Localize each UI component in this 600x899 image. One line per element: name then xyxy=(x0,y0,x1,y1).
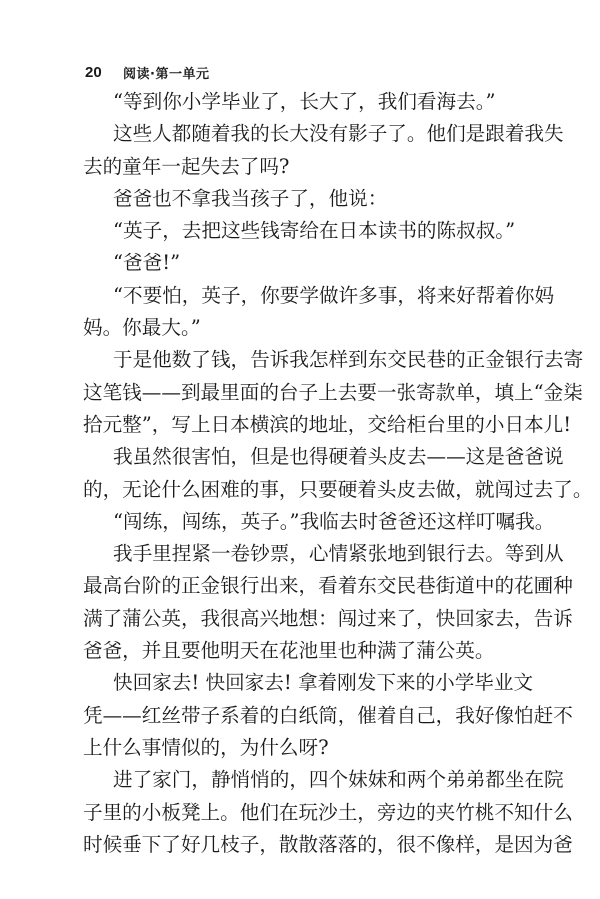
text-line: 我虽然很害怕，但是也得硬着头皮去——这是爸爸说 xyxy=(113,445,564,469)
text-line: 满了蒲公英，我很高兴地想：闯过来了，快回家去，告诉 xyxy=(83,606,573,630)
text-line: 上什么事情似的，为什么呀? xyxy=(83,735,329,759)
text-line: “不要怕，英子，你要学做许多事，将来好帮着你妈 xyxy=(113,283,555,307)
text-line: “爸爸!” xyxy=(113,251,181,275)
body-text xyxy=(83,86,593,861)
text-line: 拾元整”，写上日本横滨的地址，交给柜台里的小日本儿! xyxy=(83,412,572,436)
text-line: 进了家门，静悄悄的，四个妹妹和两个弟弟都坐在院 xyxy=(113,768,564,792)
page-number: 20 xyxy=(85,63,102,81)
text-line: 我手里捏紧一卷钞票，心情紧张地到银行去。等到从 xyxy=(113,542,564,566)
text-line: “英子，去把这些钱寄给在日本读书的陈叔叔。” xyxy=(113,219,516,243)
text-line: 爸爸也不拿我当孩子了，他说： xyxy=(113,186,388,210)
text-line: 子里的小板凳上。他们在玩沙土，旁边的夹竹桃不知什么 xyxy=(83,800,573,824)
text-line: 最高台阶的正金银行出来，看着东交民巷街道中的花圃种 xyxy=(83,574,573,598)
text-line: 时候垂下了好几枝子，散散落落的，很不像样，是因为爸 xyxy=(83,832,573,856)
text-line: 爸爸，并且要他明天在花池里也种满了蒲公英。 xyxy=(83,639,495,663)
text-line: “闯练，闯练，英子。”我临去时爸爸还这样叮嘱我。 xyxy=(113,509,555,533)
running-head: 阅读·第一单元 xyxy=(123,66,210,82)
text-line: 去的童年一起失去了吗? xyxy=(83,154,290,178)
text-line: 凭——红丝带子系着的白纸筒，催着自己，我好像怕赶不 xyxy=(83,703,573,727)
text-line: 妈。你最大。” xyxy=(83,316,201,340)
text-line: 这些人都随着我的长大没有影子了。他们是跟着我失 xyxy=(113,122,564,146)
text-line: 于是他数了钱，告诉我怎样到东交民巷的正金银行去寄 xyxy=(113,348,584,372)
text-line: 的，无论什么困难的事，只要硬着头皮去做，就闯过去了。 xyxy=(83,477,593,501)
text-line: 快回家去! 快回家去! 拿着刚发下来的小学毕业文 xyxy=(113,671,534,695)
page-header xyxy=(85,61,209,83)
text-line: “等到你小学毕业了，长大了，我们看海去。” xyxy=(113,90,496,113)
text-line: 这笔钱——到最里面的台子上去要一张寄款单，填上“金柒 xyxy=(83,380,583,404)
